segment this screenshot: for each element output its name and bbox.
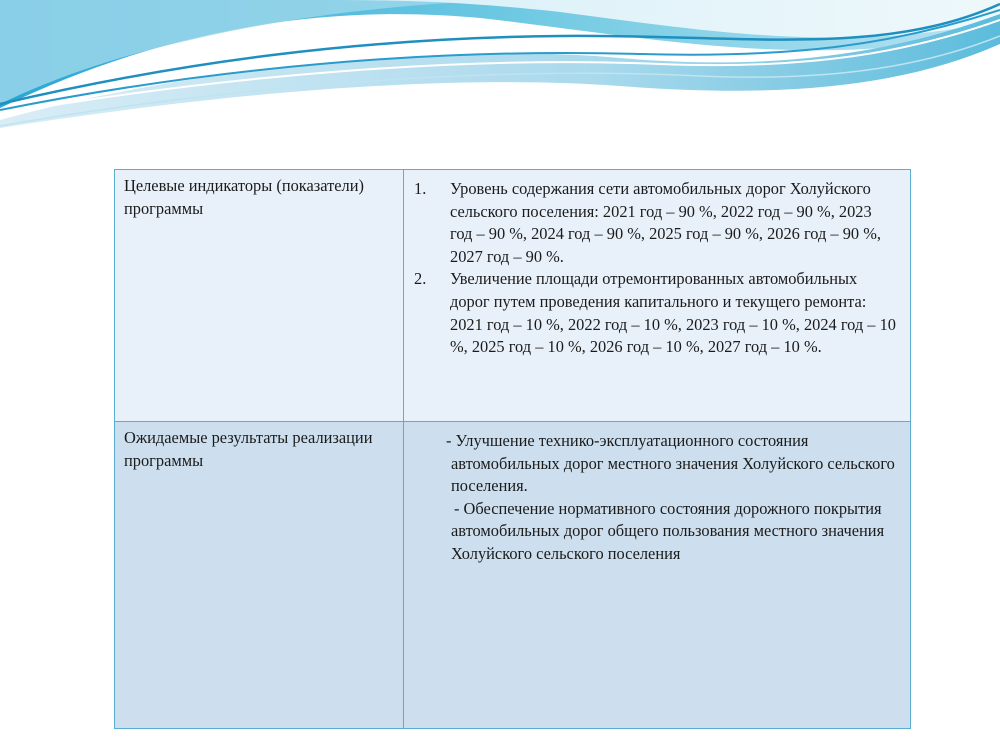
indicators-list (414, 178, 898, 359)
row-content-cell (404, 170, 911, 422)
list-item-number: 2. (414, 269, 427, 289)
header-wave-decoration (0, 0, 1000, 150)
list-item (414, 178, 898, 268)
list-item (414, 268, 898, 358)
row-content-cell (404, 422, 911, 729)
row-label-cell (115, 422, 404, 729)
list-item-text: Уровень содержания сети автомобильных дорог Холуйского сельского поселения: 2021 год – 90 %, 2022 год – 90 %, 2023 год – 90 %, 2024 год – 90 %, 2025 год – 90 %, 2026 год – 90 %, 2027 год – 90 %. (450, 179, 881, 266)
result-paragraph: - Обеспечение нормативного состояния дорожного покрытия автомобильных дорог общего пользования местного значения Холуйского сельского поселения (451, 498, 885, 563)
result-paragraph: - Улучшение технико-эксплуатационного состояния автомобильных дорог местного значения Холуйского сельского поселения. (446, 431, 895, 496)
row-label: Целевые индикаторы (показатели) программы (124, 176, 364, 218)
list-item-number: 1. (414, 179, 427, 198)
row-label-cell (115, 170, 404, 422)
table-row-expected-results (115, 422, 911, 729)
program-indicators-table (114, 169, 911, 729)
table-row-target-indicators (115, 170, 911, 422)
list-item-text: Увеличение площади отремонтированных автомобильных дорог путем проведения капитального и текущего ремонта: 2021 год – 10 %, 2022 год – 10 %, 2023 год – 10 %, 2024 год – 10 %, 2025 год – 10 %, 2026 год – 10 %, 2027 год – 10 %. (450, 269, 896, 357)
row-label: Ожидаемые результаты реализации программы (124, 428, 373, 470)
